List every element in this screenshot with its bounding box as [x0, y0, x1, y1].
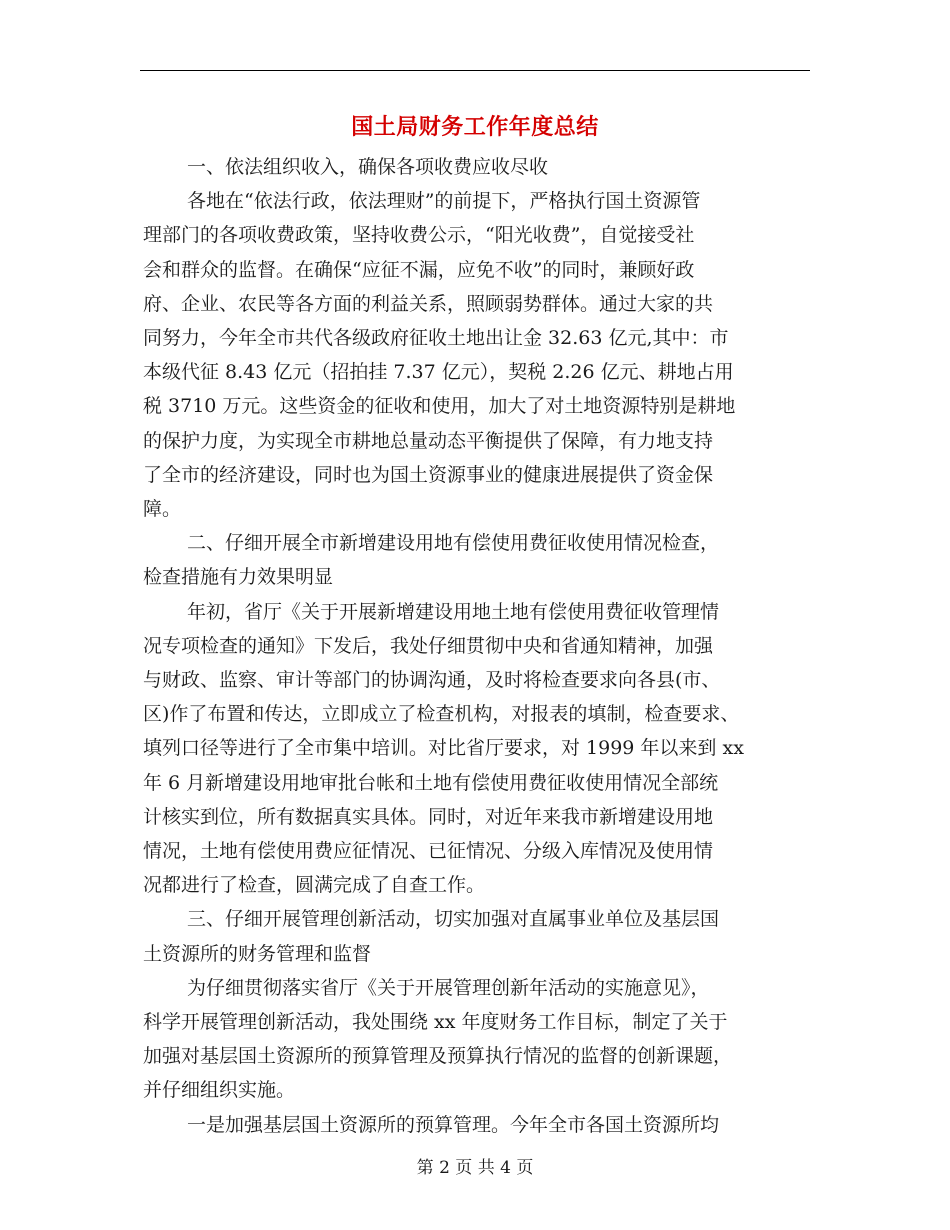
page-footer: 第 2 页 共 4 页: [416, 1158, 534, 1178]
text-line: 土资源所的财务管理和监督: [143, 942, 372, 965]
text-line: 检查措施有力效果明显: [143, 566, 334, 589]
text-line: 计核实到位，所有数据真实具体。同时，对近年来我市新增建设用地: [143, 805, 714, 828]
text-line: 一、依法组织收入，确保各项收费应收尽收: [187, 156, 549, 178]
text-line: 科学开展管理创新活动，我处围绕 xx 年度财务工作目标，制定了关于: [143, 1011, 728, 1034]
text-line: 三、仔细开展管理创新活动，切实加强对直属事业单位及基层国: [187, 908, 720, 931]
text-line: 会和群众的监督。在确保“应征不漏，应免不收”的同时，兼顾好政: [143, 258, 695, 281]
document-title: 国土局财务工作年度总结: [351, 114, 599, 140]
text-line: 本级代征 8.43 亿元（招拍挂 7.37 亿元），契税 2.26 亿元、耕地占用: [143, 361, 734, 384]
text-line: 年初，省厅《关于开展新增建设用地土地有偿使用费征收管理情: [187, 600, 720, 623]
text-line: 情况，土地有偿使用费应征情况、已征情况、分级入库情况及使用情: [143, 840, 714, 863]
text-line: 各地在“依法行政，依法理财”的前提下，严格执行国土资源管: [187, 190, 701, 213]
text-line: 与财政、监察、审计等部门的协调沟通，及时将检查要求向各县(市、: [143, 669, 721, 692]
text-line: 障。: [143, 498, 182, 521]
text-line: 区)作了布置和传达，立即成立了检查机构，对报表的填制，检查要求、: [143, 703, 740, 726]
text-line: 理部门的各项收费政策，坚持收费公示，“阳光收费”，自觉接受社: [143, 224, 695, 247]
text-line: 况专项检查的通知》下发后，我处仔细贯彻中央和省通知精神，加强: [143, 634, 714, 657]
text-line: 税 3710 万元。这些资金的征收和使用，加大了对土地资源特别是耕地: [143, 395, 736, 418]
text-line: 填列口径等进行了全市集中培训。对比省厅要求，对 1999 年以来到 xx: [143, 737, 744, 760]
text-line: 年 6 月新增建设用地审批台帐和土地有偿使用费征收使用情况全部统: [143, 771, 719, 794]
text-line: 的保护力度，为实现全市耕地总量动态平衡提供了保障，有力地支持: [143, 429, 714, 452]
text-line: 同努力，今年全市共代各级政府征收土地出让金 32.63 亿元,其中：市: [143, 327, 729, 350]
text-line: 并仔细组织实施。: [143, 1079, 296, 1102]
document-body: [143, 150, 811, 1142]
text-line: 况都进行了检查，圆满完成了自查工作。: [143, 874, 486, 897]
text-line: 加强对基层国土资源所的预算管理及预算执行情况的监督的创新课题，: [143, 1045, 733, 1068]
header-rule: [140, 70, 810, 71]
text-line: 一是加强基层国土资源所的预算管理。今年全市各国土资源所均: [187, 1113, 720, 1136]
text-line: 府、企业、农民等各方面的利益关系，照顾弱势群体。通过大家的共: [143, 292, 714, 315]
text-line: 为仔细贯彻落实省厅《关于开展管理创新年活动的实施意见》，: [187, 976, 710, 999]
text-line: 了全市的经济建设，同时也为国土资源事业的健康进展提供了资金保: [143, 463, 714, 486]
text-line: 二、仔细开展全市新增建设用地有偿使用费征收使用情况检查，: [187, 532, 720, 555]
